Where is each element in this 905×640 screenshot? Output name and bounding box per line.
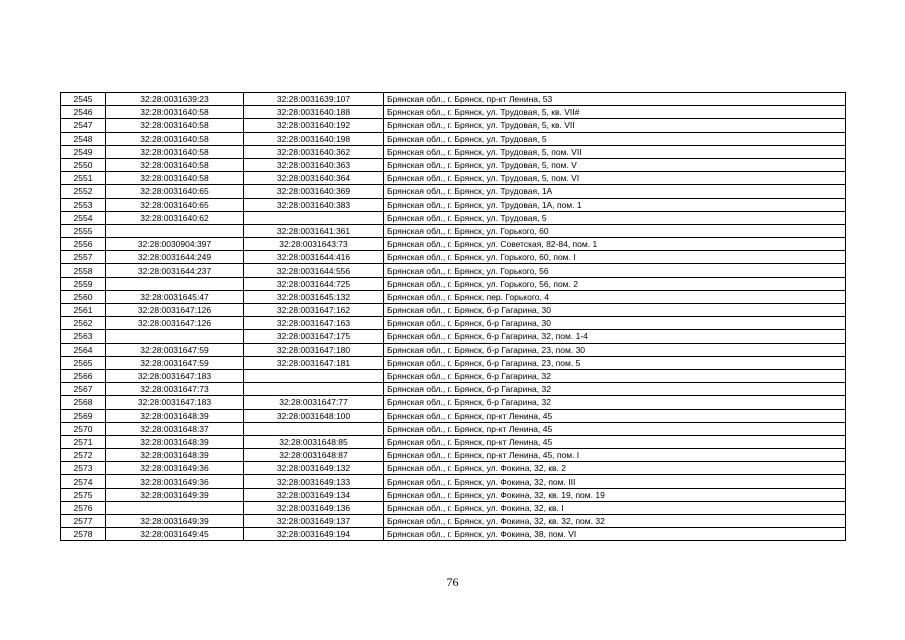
row-number-cell: 2575 [61, 488, 106, 501]
parcel-cadastral-number-cell: 32:28:0031640:58 [106, 106, 244, 119]
table-row [61, 211, 846, 224]
row-number-cell: 2553 [61, 198, 106, 211]
row-number-cell: 2568 [61, 396, 106, 409]
address-cell: Брянская обл., г. Брянск, б-р Гагарина, 32, пом. 1-4 [384, 330, 846, 343]
object-cadastral-number-cell: 32:28:0031648:100 [244, 409, 384, 422]
table-row [61, 158, 846, 171]
address-cell: Брянская обл., г. Брянск, ул. Трудовая, 5 [384, 211, 846, 224]
parcel-cadastral-number-cell: 32:28:0031647:59 [106, 343, 244, 356]
address-cell: Брянская обл., г. Брянск, ул. Горького, 56, пом. 2 [384, 277, 846, 290]
address-cell: Брянская обл., г. Брянск, ул. Трудовая, 5, пом. V [384, 158, 846, 171]
object-cadastral-number-cell: 32:28:0031649:136 [244, 501, 384, 514]
row-number-cell: 2563 [61, 330, 106, 343]
parcel-cadastral-number-cell: 32:28:0031647:126 [106, 304, 244, 317]
object-cadastral-number-cell: 32:28:0031649:133 [244, 475, 384, 488]
address-cell: Брянская обл., г. Брянск, ул. Трудовая, 5, кв. VII# [384, 106, 846, 119]
table-row [61, 185, 846, 198]
object-cadastral-number-cell: 32:28:0031639:107 [244, 93, 384, 106]
parcel-cadastral-number-cell: 32:28:0031647:59 [106, 356, 244, 369]
table-row [61, 488, 846, 501]
parcel-cadastral-number-cell: 32:28:0031647:73 [106, 383, 244, 396]
table-row [61, 238, 846, 251]
row-number-cell: 2574 [61, 475, 106, 488]
object-cadastral-number-cell: 32:28:0031640:364 [244, 172, 384, 185]
object-cadastral-number-cell [244, 383, 384, 396]
table-row [61, 330, 846, 343]
row-number-cell: 2550 [61, 158, 106, 171]
address-cell: Брянская обл., г. Брянск, ул. Фокина, 32, кв. 32, пом. 32 [384, 515, 846, 528]
address-cell: Брянская обл., г. Брянск, ул. Горького, 56 [384, 264, 846, 277]
object-cadastral-number-cell: 32:28:0031640:383 [244, 198, 384, 211]
row-number-cell: 2562 [61, 317, 106, 330]
table-row [61, 475, 846, 488]
parcel-cadastral-number-cell: 32:28:0030904:397 [106, 238, 244, 251]
table-row [61, 145, 846, 158]
address-cell: Брянская обл., г. Брянск, ул. Фокина, 32, пом. III [384, 475, 846, 488]
object-cadastral-number-cell: 32:28:0031648:87 [244, 449, 384, 462]
address-cell: Брянская обл., г. Брянск, пр-кт Ленина, 45 [384, 422, 846, 435]
address-cell: Брянская обл., г. Брянск, б-р Гагарина, 30 [384, 317, 846, 330]
address-cell: Брянская обл., г. Брянск, ул. Трудовая, 5, кв. VII [384, 119, 846, 132]
address-cell: Брянская обл., г. Брянск, ул. Трудовая, 5, пом. VII [384, 145, 846, 158]
row-number-cell: 2549 [61, 145, 106, 158]
table-row [61, 119, 846, 132]
row-number-cell: 2578 [61, 528, 106, 541]
table-row [61, 396, 846, 409]
row-number-cell: 2567 [61, 383, 106, 396]
address-cell: Брянская обл., г. Брянск, пр-кт Ленина, 45 [384, 409, 846, 422]
parcel-cadastral-number-cell: 32:28:0031647:183 [106, 369, 244, 382]
parcel-cadastral-number-cell [106, 330, 244, 343]
address-cell: Брянская обл., г. Брянск, пр-кт Ленина, 45 [384, 435, 846, 448]
object-cadastral-number-cell: 32:28:0031645:132 [244, 290, 384, 303]
object-cadastral-number-cell: 32:28:0031649:194 [244, 528, 384, 541]
address-cell: Брянская обл., г. Брянск, б-р Гагарина, 23, пом. 30 [384, 343, 846, 356]
object-cadastral-number-cell: 32:28:0031647:163 [244, 317, 384, 330]
row-number-cell: 2560 [61, 290, 106, 303]
row-number-cell: 2566 [61, 369, 106, 382]
row-number-cell: 2571 [61, 435, 106, 448]
address-cell: Брянская обл., г. Брянск, ул. Горького, 60 [384, 224, 846, 237]
row-number-cell: 2548 [61, 132, 106, 145]
parcel-cadastral-number-cell: 32:28:0031648:39 [106, 435, 244, 448]
object-cadastral-number-cell: 32:28:0031644:416 [244, 251, 384, 264]
object-cadastral-number-cell: 32:28:0031641:361 [244, 224, 384, 237]
address-cell: Брянская обл., г. Брянск, б-р Гагарина, 32 [384, 383, 846, 396]
object-cadastral-number-cell: 32:28:0031644:725 [244, 277, 384, 290]
address-cell: Брянская обл., г. Брянск, ул. Трудовая, 5, пом. VI [384, 172, 846, 185]
address-cell: Брянская обл., г. Брянск, пр-кт Ленина, 45, пом. I [384, 449, 846, 462]
row-number-cell: 2564 [61, 343, 106, 356]
parcel-cadastral-number-cell: 32:28:0031648:37 [106, 422, 244, 435]
address-cell: Брянская обл., г. Брянск, б-р Гагарина, 32 [384, 369, 846, 382]
object-cadastral-number-cell [244, 211, 384, 224]
parcel-cadastral-number-cell: 32:28:0031640:58 [106, 119, 244, 132]
object-cadastral-number-cell: 32:28:0031644:556 [244, 264, 384, 277]
table-row [61, 462, 846, 475]
row-number-cell: 2569 [61, 409, 106, 422]
row-number-cell: 2572 [61, 449, 106, 462]
table-row [61, 356, 846, 369]
parcel-cadastral-number-cell: 32:28:0031644:249 [106, 251, 244, 264]
object-cadastral-number-cell: 32:28:0031643:73 [244, 238, 384, 251]
parcel-cadastral-number-cell: 32:28:0031648:39 [106, 449, 244, 462]
object-cadastral-number-cell: 32:28:0031640:369 [244, 185, 384, 198]
table-row [61, 449, 846, 462]
object-cadastral-number-cell: 32:28:0031640:198 [244, 132, 384, 145]
registry-table [60, 92, 846, 541]
parcel-cadastral-number-cell: 32:28:0031640:65 [106, 198, 244, 211]
address-cell: Брянская обл., г. Брянск, пер. Горького, 4 [384, 290, 846, 303]
object-cadastral-number-cell [244, 369, 384, 382]
parcel-cadastral-number-cell [106, 224, 244, 237]
table-row [61, 528, 846, 541]
table-row [61, 304, 846, 317]
row-number-cell: 2577 [61, 515, 106, 528]
address-cell: Брянская обл., г. Брянск, б-р Гагарина, 32 [384, 396, 846, 409]
table-row [61, 93, 846, 106]
table-row [61, 515, 846, 528]
address-cell: Брянская обл., г. Брянск, б-р Гагарина, 30 [384, 304, 846, 317]
parcel-cadastral-number-cell: 32:28:0031640:62 [106, 211, 244, 224]
table-row [61, 198, 846, 211]
parcel-cadastral-number-cell: 32:28:0031649:39 [106, 488, 244, 501]
parcel-cadastral-number-cell: 32:28:0031647:126 [106, 317, 244, 330]
parcel-cadastral-number-cell: 32:28:0031645:47 [106, 290, 244, 303]
parcel-cadastral-number-cell: 32:28:0031640:58 [106, 172, 244, 185]
row-number-cell: 2552 [61, 185, 106, 198]
address-cell: Брянская обл., г. Брянск, ул. Советская, 82-84, пом. 1 [384, 238, 846, 251]
object-cadastral-number-cell [244, 422, 384, 435]
table-row [61, 106, 846, 119]
object-cadastral-number-cell: 32:28:0031649:134 [244, 488, 384, 501]
table-row [61, 251, 846, 264]
row-number-cell: 2551 [61, 172, 106, 185]
row-number-cell: 2555 [61, 224, 106, 237]
table-row [61, 501, 846, 514]
table-row [61, 290, 846, 303]
parcel-cadastral-number-cell: 32:28:0031639:23 [106, 93, 244, 106]
address-cell: Брянская обл., г. Брянск, ул. Трудовая, 1А, пом. 1 [384, 198, 846, 211]
table-row [61, 343, 846, 356]
address-cell: Брянская обл., г. Брянск, пр-кт Ленина, 53 [384, 93, 846, 106]
parcel-cadastral-number-cell: 32:28:0031644:237 [106, 264, 244, 277]
address-cell: Брянская обл., г. Брянск, ул. Фокина, 38, пом. VI [384, 528, 846, 541]
table-row [61, 172, 846, 185]
registry-table-body [61, 93, 846, 541]
row-number-cell: 2576 [61, 501, 106, 514]
object-cadastral-number-cell: 32:28:0031648:85 [244, 435, 384, 448]
address-cell: Брянская обл., г. Брянск, ул. Фокина, 32, кв. I [384, 501, 846, 514]
table-row [61, 264, 846, 277]
row-number-cell: 2547 [61, 119, 106, 132]
parcel-cadastral-number-cell: 32:28:0031640:65 [106, 185, 244, 198]
row-number-cell: 2570 [61, 422, 106, 435]
object-cadastral-number-cell: 32:28:0031640:363 [244, 158, 384, 171]
table-row [61, 369, 846, 382]
row-number-cell: 2545 [61, 93, 106, 106]
table-row [61, 383, 846, 396]
address-cell: Брянская обл., г. Брянск, ул. Трудовая, 1А [384, 185, 846, 198]
address-cell: Брянская обл., г. Брянск, ул. Трудовая, 5 [384, 132, 846, 145]
parcel-cadastral-number-cell [106, 277, 244, 290]
object-cadastral-number-cell: 32:28:0031647:181 [244, 356, 384, 369]
address-cell: Брянская обл., г. Брянск, б-р Гагарина, 23, пом. 5 [384, 356, 846, 369]
object-cadastral-number-cell: 32:28:0031649:132 [244, 462, 384, 475]
object-cadastral-number-cell: 32:28:0031640:362 [244, 145, 384, 158]
row-number-cell: 2573 [61, 462, 106, 475]
row-number-cell: 2561 [61, 304, 106, 317]
parcel-cadastral-number-cell [106, 501, 244, 514]
object-cadastral-number-cell: 32:28:0031647:175 [244, 330, 384, 343]
row-number-cell: 2546 [61, 106, 106, 119]
table-row [61, 409, 846, 422]
table-row [61, 132, 846, 145]
parcel-cadastral-number-cell: 32:28:0031649:45 [106, 528, 244, 541]
parcel-cadastral-number-cell: 32:28:0031649:36 [106, 475, 244, 488]
address-cell: Брянская обл., г. Брянск, ул. Горького, 60, пом. I [384, 251, 846, 264]
parcel-cadastral-number-cell: 32:28:0031640:58 [106, 145, 244, 158]
table-row [61, 277, 846, 290]
parcel-cadastral-number-cell: 32:28:0031649:39 [106, 515, 244, 528]
row-number-cell: 2558 [61, 264, 106, 277]
table-row [61, 224, 846, 237]
table-row [61, 435, 846, 448]
row-number-cell: 2565 [61, 356, 106, 369]
object-cadastral-number-cell: 32:28:0031649:137 [244, 515, 384, 528]
object-cadastral-number-cell: 32:28:0031647:180 [244, 343, 384, 356]
parcel-cadastral-number-cell: 32:28:0031648:39 [106, 409, 244, 422]
page-number: 76 [446, 575, 459, 589]
row-number-cell: 2556 [61, 238, 106, 251]
table-row [61, 422, 846, 435]
parcel-cadastral-number-cell: 32:28:0031640:58 [106, 158, 244, 171]
address-cell: Брянская обл., г. Брянск, ул. Фокина, 32, кв. 19, пом. 19 [384, 488, 846, 501]
object-cadastral-number-cell: 32:28:0031640:192 [244, 119, 384, 132]
row-number-cell: 2557 [61, 251, 106, 264]
address-cell: Брянская обл., г. Брянск, ул. Фокина, 32, кв. 2 [384, 462, 846, 475]
parcel-cadastral-number-cell: 32:28:0031649:36 [106, 462, 244, 475]
parcel-cadastral-number-cell: 32:28:0031647:183 [106, 396, 244, 409]
object-cadastral-number-cell: 32:28:0031647:77 [244, 396, 384, 409]
row-number-cell: 2554 [61, 211, 106, 224]
row-number-cell: 2559 [61, 277, 106, 290]
parcel-cadastral-number-cell: 32:28:0031640:58 [106, 132, 244, 145]
object-cadastral-number-cell: 32:28:0031647:162 [244, 304, 384, 317]
object-cadastral-number-cell: 32:28:0031640:188 [244, 106, 384, 119]
table-row [61, 317, 846, 330]
